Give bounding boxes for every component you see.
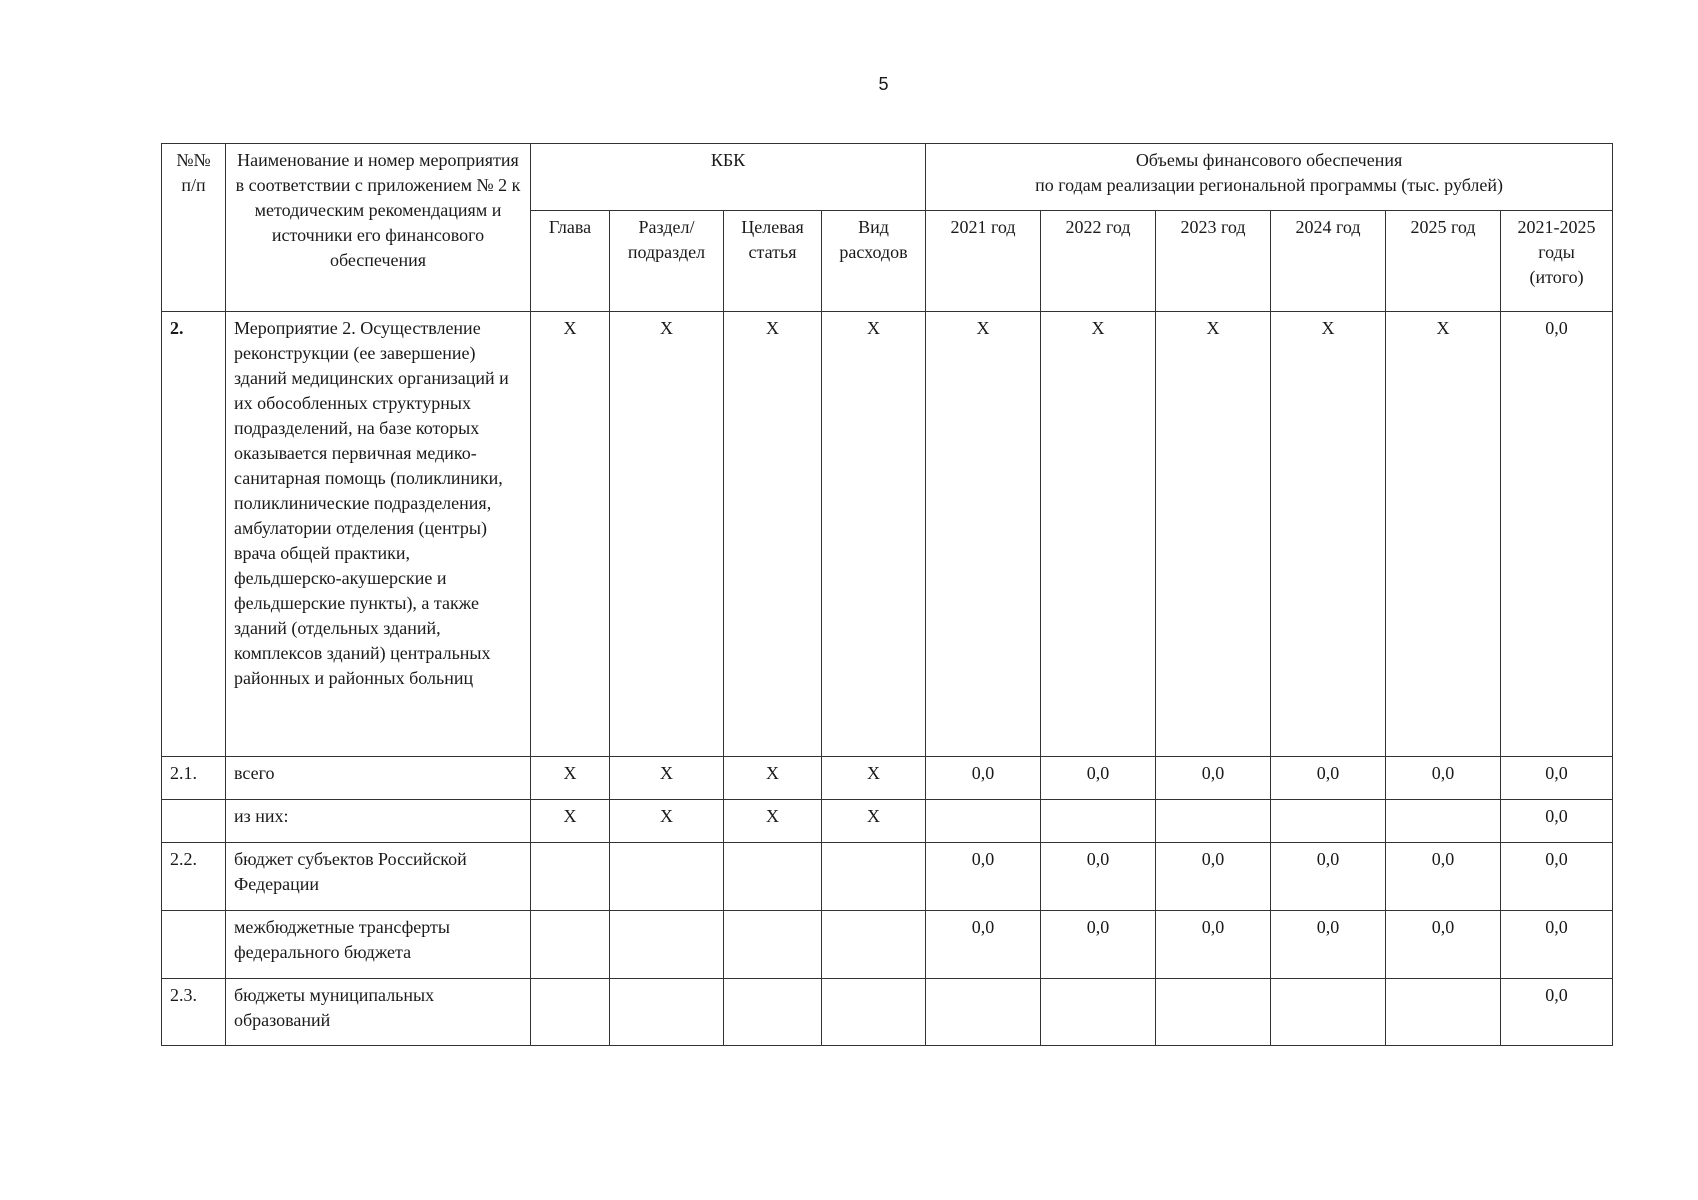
cell-kbk-glava — [531, 911, 610, 979]
table-row — [162, 312, 1613, 757]
header-kbk-razdel: Раздел/ подраздел — [610, 211, 724, 312]
cell-year-2024 — [1271, 979, 1386, 1046]
cell-kbk-razdel — [610, 979, 724, 1046]
table-row — [162, 843, 1613, 911]
header-kbk-vid: Вид расходов — [822, 211, 926, 312]
cell-year-2022 — [1041, 800, 1156, 843]
row-name: Мероприятие 2. Осуществление реконструкции (ее завершение) зданий медицинских организаций и их обособленных структурных подразделений, на базе которых оказывается первичная медико-санитарная помощь (поликлиники, поликлинические подразделения, амбулатории отделения (центры) врача общей практики, фельдшерско-акушерские и фельдшерские пункты), а также зданий (отдельных зданий, комплексов зданий) центральных районных и районных больниц — [226, 312, 531, 757]
header-volumes-line2: по годам реализации региональной программы (тыс. рублей) — [1035, 175, 1504, 195]
cell-year-2021: 0,0 — [926, 843, 1041, 911]
row-name: всего — [226, 757, 531, 800]
cell-kbk-vid — [822, 911, 926, 979]
table-row — [162, 979, 1613, 1046]
cell-kbk-celevaya — [724, 979, 822, 1046]
cell-year-2023 — [1156, 800, 1271, 843]
financing-table — [161, 143, 1613, 1046]
cell-year-2024 — [1271, 800, 1386, 843]
row-name: из них: — [226, 800, 531, 843]
cell-year-2022: X — [1041, 312, 1156, 757]
cell-year-2025: 0,0 — [1386, 911, 1501, 979]
header-kbk-glava: Глава — [531, 211, 610, 312]
cell-kbk-glava: X — [531, 800, 610, 843]
cell-year-2025: 0,0 — [1386, 757, 1501, 800]
cell-year-2024: 0,0 — [1271, 843, 1386, 911]
cell-kbk-glava: X — [531, 312, 610, 757]
cell-year-2024: 0,0 — [1271, 911, 1386, 979]
cell-year-total: 0,0 — [1501, 843, 1613, 911]
cell-year-2021: 0,0 — [926, 757, 1041, 800]
cell-year-total: 0,0 — [1501, 979, 1613, 1046]
header-year-2025: 2025 год — [1386, 211, 1501, 312]
cell-kbk-razdel: X — [610, 312, 724, 757]
header-year-2024: 2024 год — [1271, 211, 1386, 312]
cell-year-2022: 0,0 — [1041, 757, 1156, 800]
cell-year-2023: X — [1156, 312, 1271, 757]
header-num: №№ п/п — [162, 144, 226, 312]
row-name: бюджет субъектов Российской Федерации — [226, 843, 531, 911]
row-name: бюджеты муниципальных образований — [226, 979, 531, 1046]
cell-year-2023: 0,0 — [1156, 843, 1271, 911]
row-num — [162, 911, 226, 979]
row-name: межбюджетные трансферты федерального бюджета — [226, 911, 531, 979]
header-year-2021: 2021 год — [926, 211, 1041, 312]
cell-kbk-celevaya: X — [724, 312, 822, 757]
cell-year-2021: 0,0 — [926, 911, 1041, 979]
cell-kbk-vid: X — [822, 312, 926, 757]
cell-year-total: 0,0 — [1501, 911, 1613, 979]
cell-kbk-celevaya — [724, 843, 822, 911]
cell-year-2025 — [1386, 800, 1501, 843]
header-kbk-celevaya: Целевая статья — [724, 211, 822, 312]
cell-year-2023: 0,0 — [1156, 911, 1271, 979]
row-num: 2.1. — [162, 757, 226, 800]
cell-kbk-celevaya: X — [724, 800, 822, 843]
row-num: 2. — [162, 312, 226, 757]
cell-kbk-vid: X — [822, 757, 926, 800]
header-volumes-line1: Объемы финансового обеспечения — [1135, 150, 1403, 170]
cell-year-2022: 0,0 — [1041, 911, 1156, 979]
cell-kbk-celevaya: X — [724, 757, 822, 800]
cell-kbk-razdel — [610, 911, 724, 979]
cell-year-2022 — [1041, 979, 1156, 1046]
cell-year-2023: 0,0 — [1156, 757, 1271, 800]
header-year-total: 2021-2025 годы (итого) — [1501, 211, 1613, 312]
table-row — [162, 757, 1613, 800]
header-year-2023: 2023 год — [1156, 211, 1271, 312]
cell-kbk-razdel: X — [610, 800, 724, 843]
cell-year-2021: X — [926, 312, 1041, 757]
page-number: 5 — [878, 74, 889, 94]
cell-kbk-celevaya — [724, 911, 822, 979]
cell-kbk-glava — [531, 979, 610, 1046]
cell-year-2021 — [926, 979, 1041, 1046]
cell-year-2025: X — [1386, 312, 1501, 757]
cell-year-2024: 0,0 — [1271, 757, 1386, 800]
cell-year-2022: 0,0 — [1041, 843, 1156, 911]
cell-year-2021 — [926, 800, 1041, 843]
table-row — [162, 800, 1613, 843]
cell-kbk-razdel: X — [610, 757, 724, 800]
cell-year-total: 0,0 — [1501, 312, 1613, 757]
cell-kbk-razdel — [610, 843, 724, 911]
cell-kbk-glava: X — [531, 757, 610, 800]
header-year-2022: 2022 год — [1041, 211, 1156, 312]
header-volumes — [926, 144, 1613, 211]
header-row-1 — [162, 144, 1613, 211]
table-row — [162, 911, 1613, 979]
header-kbk: КБК — [531, 144, 926, 211]
cell-year-2025: 0,0 — [1386, 843, 1501, 911]
cell-year-2025 — [1386, 979, 1501, 1046]
cell-kbk-vid — [822, 979, 926, 1046]
header-name: Наименование и номер мероприятия в соответствии с приложением № 2 к методическим рекомендациям и источники его финансового обеспечения — [226, 144, 531, 312]
cell-year-2024: X — [1271, 312, 1386, 757]
cell-kbk-vid: X — [822, 800, 926, 843]
cell-kbk-glava — [531, 843, 610, 911]
cell-year-total: 0,0 — [1501, 757, 1613, 800]
cell-kbk-vid — [822, 843, 926, 911]
row-num: 2.2. — [162, 843, 226, 911]
row-num — [162, 800, 226, 843]
cell-year-2023 — [1156, 979, 1271, 1046]
row-num: 2.3. — [162, 979, 226, 1046]
cell-year-total: 0,0 — [1501, 800, 1613, 843]
